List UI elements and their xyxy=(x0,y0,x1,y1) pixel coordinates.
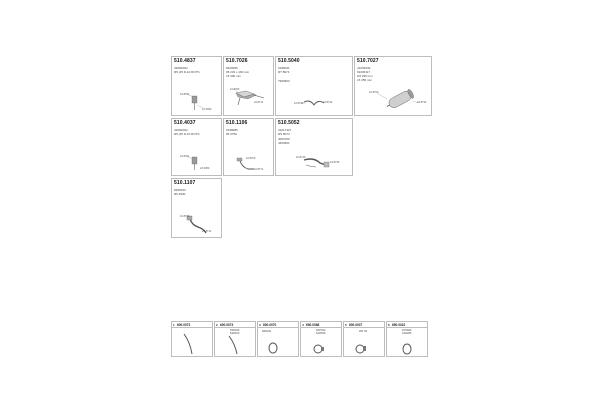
part-line: 61036117 xyxy=(357,70,371,74)
rubber-ring-icon xyxy=(258,322,300,358)
accessory-index: 3 xyxy=(259,322,261,327)
part-card-510-5040[interactable] xyxy=(275,56,353,116)
accessory-code: 600.0070 xyxy=(263,322,277,327)
part-tag: 10.8700 xyxy=(246,157,256,160)
part-tag: 22.3050 xyxy=(202,108,212,111)
accessory-ref: 4100236 xyxy=(402,332,412,335)
front-pipe-icon xyxy=(276,119,354,177)
part-line: 4209D041 xyxy=(174,128,188,132)
accessory-ref: 283 711 xyxy=(359,330,368,333)
part-code: 510.4837 xyxy=(174,58,196,64)
accessory-ref: 8160013 xyxy=(230,332,240,335)
part-tag: 22.8734 xyxy=(323,101,333,104)
accessory-cell-4[interactable] xyxy=(300,321,342,357)
part-code: 510.5052 xyxy=(278,120,300,126)
accessory-ref: 8160016 xyxy=(230,329,240,332)
part-tag: 10.8700 xyxy=(180,215,190,218)
part-line: 05 233 x 160 mm xyxy=(226,70,250,74)
part-line: 4209D041 xyxy=(174,66,188,70)
part-code: 510.7026 xyxy=(226,58,248,64)
part-card-510-7027[interactable] xyxy=(354,56,432,116)
part-tag: 10.8701 xyxy=(180,93,190,96)
part-line: 41039330 xyxy=(357,66,371,70)
part-line: L5 300 mm xyxy=(226,74,242,78)
part-tag: 22.3050 xyxy=(200,167,210,170)
part-line: 6180041 xyxy=(278,66,290,70)
part-line: G5 236 mm xyxy=(357,74,373,78)
part-line: RT 8974 xyxy=(278,70,290,74)
part-tag: 10.8701 xyxy=(180,155,190,158)
accessory-index: 6 xyxy=(388,322,390,327)
part-card-510-4037[interactable] xyxy=(171,118,222,176)
accessory-ref: 8203041 xyxy=(262,330,272,333)
accessory-ref: 2207910 xyxy=(316,329,326,332)
part-code: 510.1107 xyxy=(174,180,196,186)
gasket-icon xyxy=(172,57,223,117)
part-code: 510.4037 xyxy=(174,120,196,126)
part-tag: 10.8700 xyxy=(369,91,379,94)
muffler-icon xyxy=(224,57,275,117)
part-line: 8180033 xyxy=(174,188,186,192)
accessory-code: 650.0022 xyxy=(392,322,406,327)
part-card-510-7026[interactable] xyxy=(223,56,274,116)
part-code: 510.7027 xyxy=(357,58,379,64)
tail-pipe-icon xyxy=(172,179,223,239)
part-line: 4003760 xyxy=(278,137,290,141)
accessory-ref: 4570029 xyxy=(402,329,412,332)
part-card-510-1107[interactable] xyxy=(171,178,222,238)
accessory-cell-6[interactable] xyxy=(386,321,428,357)
accessory-index: 4 xyxy=(302,322,304,327)
hanger-strap-icon xyxy=(215,322,257,358)
accessory-cell-1[interactable] xyxy=(171,321,213,357)
clamp-icon xyxy=(301,322,343,358)
part-line: 0168085 xyxy=(226,128,238,132)
part-line: 8160056 xyxy=(226,66,238,70)
part-line: R5 (45 D-10 ROTS xyxy=(174,132,200,136)
rubber-ring-icon xyxy=(387,322,429,358)
part-tag: 22.8771 xyxy=(254,168,264,171)
silencer-icon xyxy=(355,57,433,117)
clamp-icon xyxy=(344,322,386,358)
part-line: 05 0750 xyxy=(226,132,237,136)
part-tag: 10.8700 xyxy=(230,88,240,91)
accessory-index: 2 xyxy=(216,322,218,327)
part-tag: 22.8732 xyxy=(417,101,427,104)
accessory-code: 650.0088 xyxy=(306,322,320,327)
accessory-cell-2[interactable] xyxy=(214,321,256,357)
part-line: 4453501 xyxy=(278,141,290,145)
accessory-index: 1 xyxy=(173,322,175,327)
accessory-code: 600.0072 xyxy=(177,322,191,327)
part-code: 510.5040 xyxy=(278,58,300,64)
part-code: 510.1106 xyxy=(226,120,248,126)
part-line: 41017427 xyxy=(278,128,292,132)
bend-pipe-icon xyxy=(224,119,275,177)
accessory-code: 600.0037 xyxy=(349,322,363,327)
part-line: RS 8074 xyxy=(278,132,290,136)
accessory-code: 600.0073 xyxy=(220,322,234,327)
accessory-cell-3[interactable] xyxy=(257,321,299,357)
hanger-strap-icon xyxy=(172,322,214,358)
gasket-icon xyxy=(172,119,223,177)
part-line: R5 (45 D-10 ROTS xyxy=(174,70,200,74)
part-tag: 10.8740 xyxy=(296,156,306,159)
accessory-index: 5 xyxy=(345,322,347,327)
accessory-cell-5[interactable] xyxy=(343,321,385,357)
part-card-510-1106[interactable] xyxy=(223,118,274,176)
part-card-510-4837[interactable] xyxy=(171,56,222,116)
pipe-icon xyxy=(276,57,354,117)
part-line: L5 355 mm xyxy=(357,78,373,82)
part-card-510-5052[interactable] xyxy=(275,118,353,176)
accessory-ref: 4220518 xyxy=(316,332,326,335)
part-line: 7960503 xyxy=(278,79,290,83)
part-tag: 10.8740 xyxy=(294,102,304,105)
part-tag: 22.8735 xyxy=(330,161,340,164)
part-tag: 22.8711 xyxy=(254,101,264,104)
part-line: R5 4500 xyxy=(174,192,186,196)
part-tag: 22.8711 xyxy=(202,230,212,233)
